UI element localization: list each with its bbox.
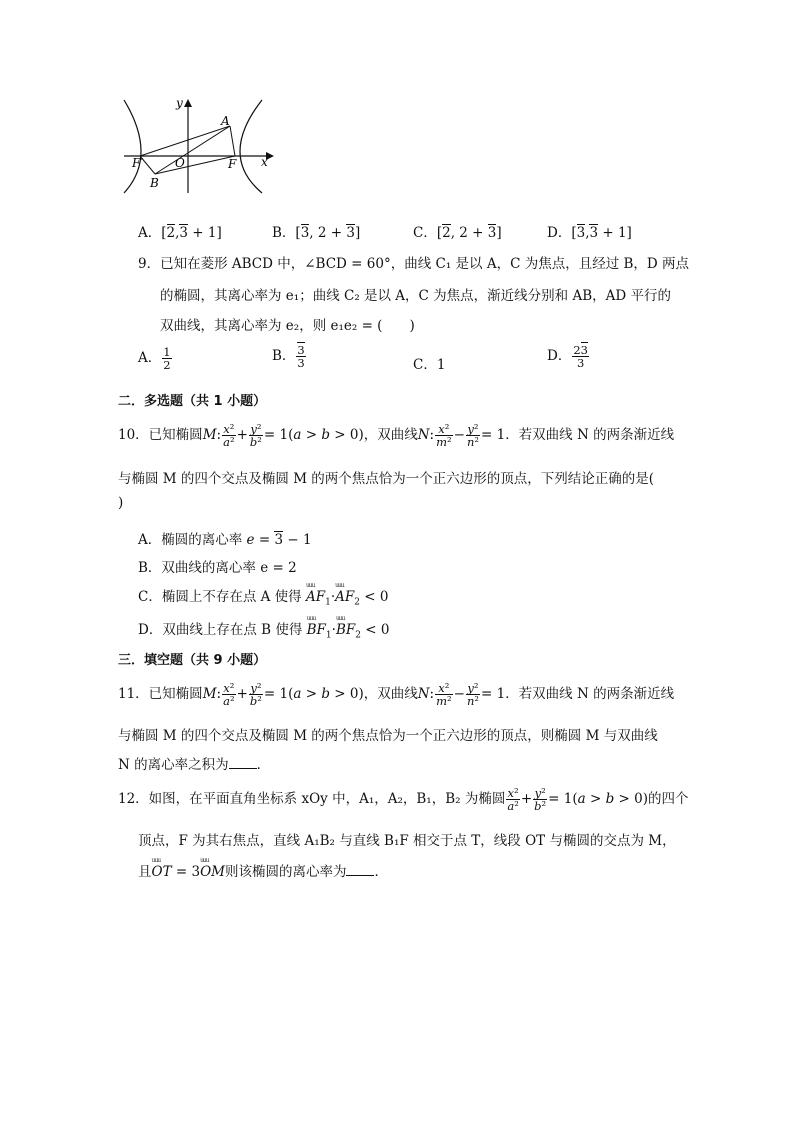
q9-option-b[interactable]: B． $\frac{3}{3}$ [272, 343, 305, 370]
q12-line1: 12．如图，在平面直角坐标系 xOy 中，A₁，A₂，B₁，B₂ 为椭圆 $\frac{\text{x²}}{\text{a²}}$ + $\frac{\text{y²}}{\text{b²}}$ = 1(a > b > 0)的四个 [118, 786, 689, 813]
q8-option-a[interactable]: A．[2,3 + 1] [138, 225, 222, 241]
hyperbola-left-branch [124, 100, 144, 193]
label-F: F [228, 157, 237, 171]
q12-line2: 顶点，F 为其右焦点，直线 A₁B₂ 与直线 B₁F 相交于点 T，线段 OT 与椭圆的交点为 M， [138, 833, 676, 849]
q10-line2: 与椭圆 M 的四个交点及椭圆 M 的两个焦点恰为一个正六边形的顶点，下列结论正确的是( [118, 471, 655, 487]
q11-line1: 11．已知椭圆M: $\frac{\text{x²}}{\text{a²}}$ + $\frac{\text{y²}}{\text{b²}}$ = 1(a > b > 0)，双曲线N: $\frac{\text{x²}}{\text{m²}}$ − $\frac{\text{y²}}{\text{n²}}$ = 1．若双曲线 N 的两条渐近线 [118, 681, 675, 708]
hyperbola-figure [118, 95, 278, 195]
label-A: A [221, 114, 230, 128]
q8-option-d[interactable]: D．[3,3 + 1] [547, 225, 632, 241]
q10-option-b[interactable]: B．双曲线的离心率 e = 2 [138, 560, 297, 576]
segment-Fp-A [140, 126, 230, 156]
q8-option-b[interactable]: B．[3, 2 + 3] [272, 225, 361, 241]
q12-line3: 且uuu OT = 3uuu OM则该椭圆的离心率为 ． [138, 860, 388, 880]
label-y: y [176, 96, 183, 110]
label-B: B [150, 176, 159, 190]
q9-line3: 双曲线，其离心率为 e₂，则 e₁e₂ = ( ) [160, 318, 415, 334]
label-x: x [261, 155, 268, 169]
hyperbola-right-branch [240, 100, 262, 193]
q11-line2: 与椭圆 M 的四个交点及椭圆 M 的两个焦点恰为一个正六边形的顶点，则椭圆 M 与双曲线 [118, 728, 658, 744]
label-Fprime: F′ [132, 156, 144, 170]
q10-option-a[interactable]: A．椭圆的离心率 e = 3 − 1 [138, 532, 312, 548]
q10-option-d[interactable]: D．双曲线上存在点 B 使得 uuu $BF_1\cdot uuu$ $BF_2 < 0$ [138, 618, 389, 641]
q8-option-c[interactable]: C．[2, 2 + 3] [413, 225, 502, 241]
q10-option-c[interactable]: C．椭圆上不存在点 A 使得 uuu $AF_1\cdot uuu$ $AF_2 < 0$ [138, 585, 388, 608]
q9-option-d[interactable]: D． $\frac{23}{3}$ [547, 343, 588, 370]
label-O: O [175, 156, 185, 170]
q9-line1: 9．已知在菱形 ABCD 中，∠BCD = 60°，曲线 C₁ 是以 A，C 为焦点，且经过 B，D 两点 [138, 256, 690, 272]
q9-option-a[interactable]: A． $\frac{1}{2}$ [138, 345, 171, 372]
q9-line2: 的椭圆，其离心率为 e₁；曲线 C₂ 是以 A，C 为焦点，渐近线分别和 AB，AD 平行的 [160, 288, 672, 304]
q12-answer-blank[interactable] [346, 865, 374, 876]
q10-line3: ) [118, 495, 124, 511]
q11-line3: N 的离心率之积为 ． [118, 757, 271, 773]
y-axis-arrow [184, 99, 192, 107]
segment-B-F [155, 156, 235, 174]
section-heading-multi: 二．多选题（共 1 小题） [118, 394, 267, 409]
q11-answer-blank[interactable] [229, 758, 257, 769]
section-heading-fill: 三．填空题（共 9 小题） [118, 653, 267, 668]
q10-line1: 10．已知椭圆M: $\frac{\text{x²}}{\text{a²}}$ + $\frac{\text{y²}}{\text{b²}}$ = 1(a > b > 0)，双曲线N: $\frac{\text{x²}}{\text{m²}}$ − $\frac{\text{y²}}{\text{n²}}$ = 1．若双曲线 N 的两条渐近线 [118, 422, 675, 449]
segment-A-B [155, 126, 230, 174]
q9-option-c[interactable]: C．1 [413, 357, 446, 373]
segment-A-F [230, 126, 235, 156]
